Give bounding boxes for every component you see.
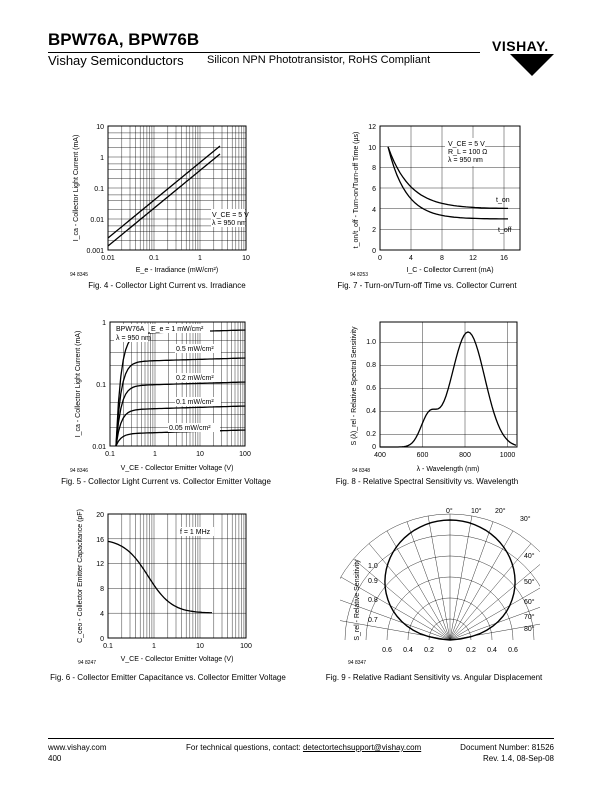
- fig6-curve: [108, 541, 212, 612]
- document-title: BPW76A, BPW76B: [48, 30, 200, 49]
- fig7-toff-label: t_off: [498, 227, 512, 234]
- fig5-xtick: 0.1: [105, 451, 115, 458]
- footer-contact-prefix: For technical questions, contact:: [186, 743, 303, 752]
- fig4-grid: [108, 126, 246, 250]
- fig7-ytick: 0: [372, 248, 376, 255]
- fig7-code: 94 8253: [350, 272, 369, 278]
- fig7-ytick: 6: [372, 186, 376, 193]
- fig4-xtick: 0.1: [149, 255, 159, 262]
- fig4-line-b: [108, 154, 220, 246]
- fig4-xtick: 1: [198, 255, 202, 262]
- fig9-left-tick: 0.8: [368, 597, 378, 604]
- fig7-xtick: 4: [409, 255, 413, 262]
- fig9-angle-right: 70°: [524, 614, 535, 621]
- fig6-ytick: 8: [100, 586, 104, 593]
- fig5-lambda: λ = 950 nm: [116, 335, 151, 342]
- fig4-ytick: 0.001: [86, 248, 104, 255]
- fig5-chart: [52, 314, 278, 474]
- fig6-annot: f = 1 MHz: [180, 529, 211, 536]
- fig7-xtick: 16: [500, 255, 508, 262]
- fig7-ylabel: t_on/t_off - Turn-on/Turn-off Time (µs): [353, 131, 360, 249]
- fig7-chart: [340, 118, 540, 280]
- footer-page-number: 400: [48, 754, 62, 763]
- footer-contact: [186, 743, 421, 752]
- fig7-caption: Fig. 7 - Turn-on/Turn-off Time vs. Collector Current: [337, 281, 517, 290]
- fig4-ylabel: I_ca - Collector Light Current (mA): [73, 134, 80, 242]
- fig5-curve-label: 0.1 mW/cm²: [176, 399, 214, 406]
- fig9-spoke: [450, 522, 493, 640]
- fig7-annot-lambda: λ = 950 nm: [448, 157, 483, 164]
- fig5-xtick: 1: [153, 451, 157, 458]
- fig5-caption: Fig. 5 - Collector Light Current vs. Collector Emitter Voltage: [61, 477, 271, 486]
- fig8-xlabel: λ - Wavelength (nm): [416, 466, 480, 473]
- fig9-bottom-tick: 0.4: [487, 647, 497, 654]
- fig9-angle-right: 30°: [520, 516, 531, 523]
- vishay-logo-icon: [510, 54, 554, 76]
- fig6-xtick: 0.1: [103, 643, 113, 650]
- fig6-ytick: 20: [96, 512, 104, 519]
- footer-contact-email[interactable]: detectortechsupport@vishay.com: [302, 743, 422, 752]
- fig8-ytick: 0.6: [366, 385, 376, 392]
- fig9-angle-top: 10°: [471, 508, 482, 515]
- fig6-ytick: 4: [100, 611, 104, 618]
- fig4-caption: Fig. 4 - Collector Light Current vs. Irradiance: [88, 281, 246, 290]
- fig7-ytick: 2: [372, 227, 376, 234]
- fig5-curve: [116, 430, 246, 446]
- fig9-bottom-tick: 0.6: [382, 647, 392, 654]
- fig6-ytick: 0: [100, 636, 104, 643]
- fig5-curve-label: E_e = 1 mW/cm²: [151, 326, 204, 333]
- fig6-ytick: 16: [96, 537, 104, 544]
- fig9-bottom-tick: 0.2: [466, 647, 476, 654]
- fig9-bottom-tick: 0: [448, 647, 452, 654]
- fig7-xtick: 8: [440, 255, 444, 262]
- fig9-angle-right: 80°: [524, 626, 535, 633]
- fig5-xtick: 100: [239, 451, 251, 458]
- fig8-chart: [340, 314, 540, 476]
- fig8-xtick: 1000: [499, 452, 516, 459]
- fig5-code: 94 8346: [70, 468, 89, 474]
- fig4-code: 94 8345: [70, 272, 89, 278]
- fig6-ytick: 12: [96, 561, 104, 568]
- fig9-bottom-tick: 0.2: [424, 647, 434, 654]
- fig9-left-tick: 1.0: [368, 563, 378, 570]
- fig5-curve-label: 0.2 mW/cm²: [176, 375, 214, 382]
- fig5-ytick: 0.1: [96, 382, 106, 389]
- fig7-annot-rl: R_L = 100 Ω: [448, 149, 488, 156]
- fig4-chart: [52, 118, 278, 280]
- fig7-ytick: 10: [368, 145, 376, 152]
- fig6-caption: Fig. 6 - Collector Emitter Capacitance vs. Collector Emitter Voltage: [50, 673, 286, 682]
- fig4-annot-lambda: λ = 950 nm: [212, 220, 247, 227]
- fig4-ytick: 0.01: [90, 217, 104, 224]
- fig4-curves: [108, 146, 220, 246]
- fig9-left-tick: 0.7: [368, 617, 378, 624]
- fig8-xtick: 600: [416, 452, 429, 459]
- fig5-curve: [116, 382, 246, 446]
- fig9-chart: [340, 506, 540, 668]
- fig7-xtick: 0: [378, 255, 382, 262]
- fig8-caption: Fig. 8 - Relative Spectral Sensitivity vs. Wavelength: [335, 477, 519, 486]
- fig8-ytick: 0.2: [366, 431, 376, 438]
- footer-rule: [48, 738, 554, 739]
- fig8-xtick: 800: [459, 452, 471, 459]
- fig7-ytick: 4: [372, 207, 376, 214]
- fig5-curve-label: 0.5 mW/cm²: [176, 346, 214, 353]
- fig5-xlabel: V_CE - Collector Emitter Voltage (V): [120, 465, 234, 472]
- fig5-ytick: 0.01: [92, 444, 106, 451]
- fig7-xlabel: I_C - Collector Current (mA): [406, 267, 494, 274]
- document-subtitle: Silicon NPN Phototransistor, RoHS Compliant: [207, 54, 431, 66]
- fig7-ytick: 8: [372, 165, 376, 172]
- fig7-ytick: 12: [368, 124, 376, 131]
- fig9-angle-right: 50°: [524, 579, 535, 586]
- fig5-ylabel: I_ca - Collector Light Current (mA): [75, 330, 82, 438]
- company-name: Vishay Semiconductors: [48, 53, 184, 68]
- fig6-code: 94 8247: [78, 660, 97, 666]
- fig9-spoke: [407, 522, 450, 640]
- fig5-ytick: 1: [102, 320, 106, 327]
- fig9-ring: [345, 535, 540, 640]
- fig7-annot-vce: V_CE = 5 V: [448, 141, 485, 148]
- footer-website[interactable]: www.vishay.com: [48, 743, 107, 752]
- fig9-angle-top: 20°: [495, 508, 506, 515]
- fig5-xtick: 10: [196, 451, 204, 458]
- fig8-xtick: 400: [374, 452, 386, 459]
- fig4-ytick: 1: [100, 155, 104, 162]
- fig6-xtick: 100: [240, 643, 252, 650]
- fig9-ylabel: S_rel - Relative Sensitivity: [354, 559, 361, 641]
- fig4-xtick: 0.01: [101, 255, 115, 262]
- fig7-xtick: 12: [469, 255, 477, 262]
- fig4-xlabel: E_e - Irradiance (mW/cm²): [135, 267, 219, 274]
- fig8-code: 94 8348: [352, 468, 371, 474]
- fig6-xtick: 10: [196, 643, 204, 650]
- fig9-bottom-tick: 0.6: [508, 647, 518, 654]
- fig6-xlabel: V_CE - Collector Emitter Voltage (V): [120, 656, 234, 663]
- fig8-ytick: 0.8: [366, 362, 376, 369]
- fig9-caption: Fig. 9 - Relative Radiant Sensitivity vs. Angular Displacement: [325, 673, 543, 682]
- fig7-ton-label: t_on: [496, 197, 510, 204]
- footer-revision: Rev. 1.4, 08-Sep-08: [482, 754, 554, 763]
- fig9-bottom-tick: 0.4: [403, 647, 413, 654]
- fig9-code: 94 8347: [348, 660, 367, 666]
- fig8-curve: [380, 332, 516, 447]
- fig4-ytick: 10: [96, 124, 104, 131]
- fig9-left-tick: 0.9: [368, 578, 378, 585]
- fig8-ytick: 0: [372, 444, 376, 451]
- fig8-ytick: 1.0: [366, 339, 376, 346]
- fig5-curve-label: 0.05 mW/cm²: [169, 425, 211, 432]
- footer-doc-number: Document Number: 81526: [460, 743, 554, 752]
- fig5-device: BPW76A: [116, 326, 145, 333]
- fig8-ytick: 0.4: [366, 408, 376, 415]
- fig9-angle-right: 40°: [524, 553, 535, 560]
- fig4-xtick: 10: [242, 255, 250, 262]
- fig4-annot-vce: V_CE = 5 V: [212, 212, 249, 219]
- fig9-angle-top: 0°: [446, 508, 453, 515]
- fig6-chart: [52, 506, 278, 666]
- fig8-ylabel: S (λ)_rel - Relative Spectral Sensitivity: [351, 326, 358, 446]
- fig4-line-a: [108, 146, 220, 238]
- vishay-logo-text: VISHAY.: [492, 38, 549, 54]
- fig6-xtick: 1: [152, 643, 156, 650]
- fig6-ylabel: C_ceo - Collector Emitter Capacitance (pF): [77, 509, 84, 643]
- fig9-angle-right: 60°: [524, 599, 535, 606]
- fig4-ytick: 0.1: [94, 186, 104, 193]
